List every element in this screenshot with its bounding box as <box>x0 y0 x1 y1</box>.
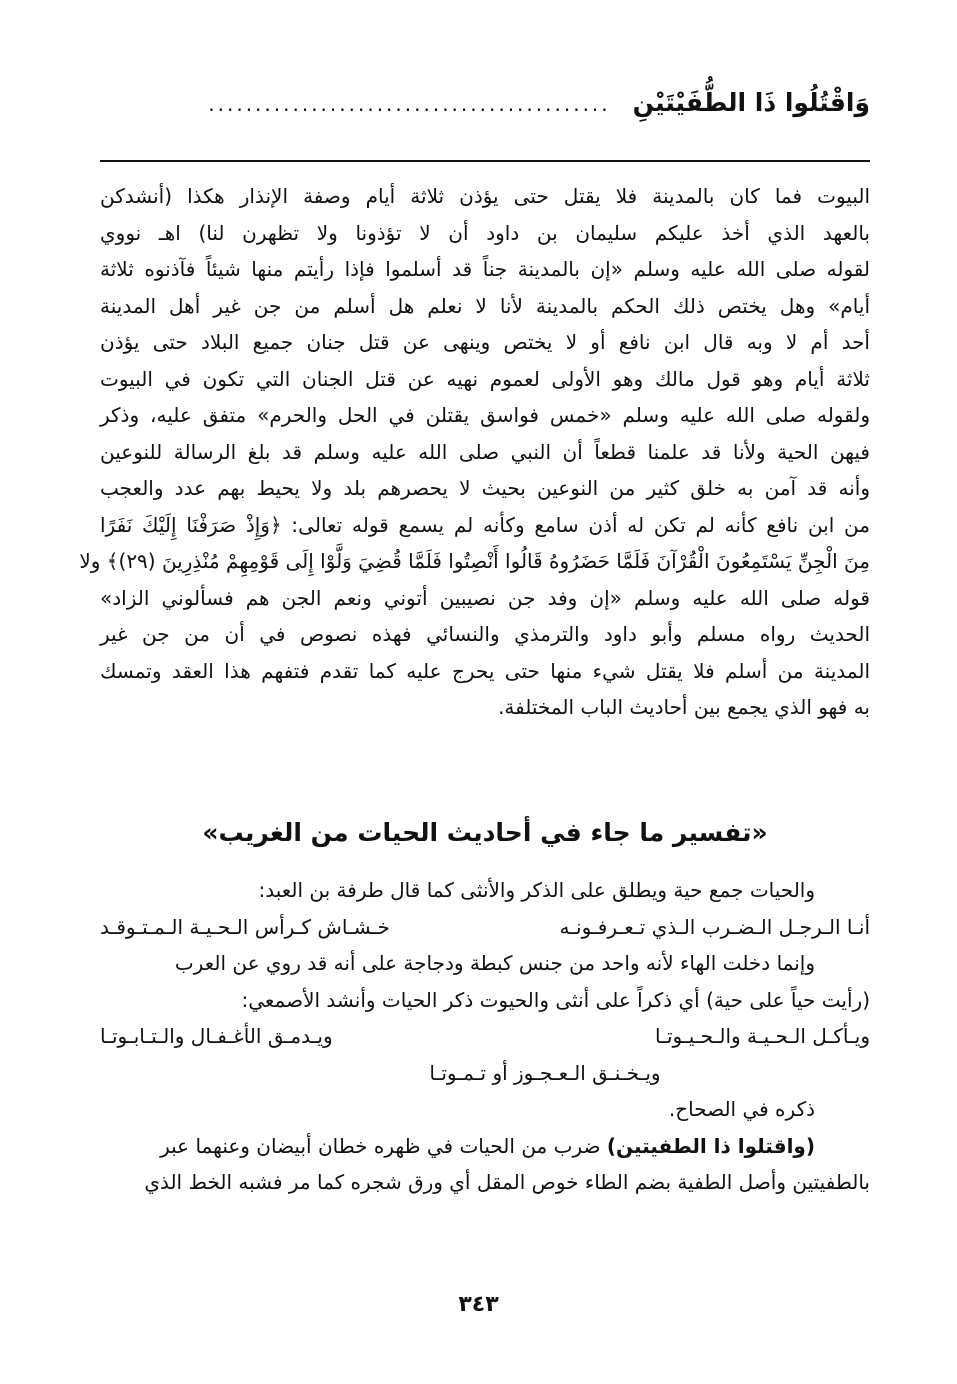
text-line: والحيات جمع حية ويطلق على الذكر والأنثى كما قال طرفة بن العبد: <box>258 878 815 902</box>
page-number: ٣٤٣ <box>458 1292 499 1317</box>
text-line <box>100 1128 870 1165</box>
text-line: الحديث رواه مسلم وأبو داود والترمذي والنسائي فهذه نصوص في أن من جن غير <box>100 622 870 646</box>
text-line: قوله صلى الله عليه وسلم «إن وفد جن نصيبين أتوني ونعم الجن هم فسألوني الزاد» <box>100 585 870 610</box>
text-line: أيام» وهل يختص ذلك الحكم بالمدينة لأنا لا نعلم هل أسلم من جن غير أهل المدينة <box>100 293 870 318</box>
running-header <box>100 88 870 117</box>
text-line: ولقوله صلى الله عليه وسلم «خمس فواسق يقتلن في الحل والحرم» متفق عليه، وذكر <box>100 403 870 427</box>
text-line: من ابن نافع كأنه لم تكن له أذن سامع وكأنه لم يسمع قوله تعالى: ﴿وَإِذْ صَرَفْنَا إِلَيْكَ نَفَرًا <box>100 512 870 537</box>
poetry-verse <box>100 1018 870 1055</box>
header-title: وَاقْتُلُوا ذَا الطُّفَيْتَيْنِ <box>632 88 870 117</box>
verse-first-hemistich: أنـا الـرجـل الـضـرب الـذي تـعـرفـونـه <box>559 914 870 939</box>
text-line: وأنه قد آمن به خلق كثير من النوعين بحيث لا يحصرهم بلد ولا يحيط بهم عدد والعجب <box>100 476 870 500</box>
text-line: بالطفيتين وأصل الطفية بضم الطاء خوص المقل أي ورق شجره كما مر فشبه الخط الذي <box>144 1170 870 1194</box>
text-line: (رأيت حياً على حية) أي ذكراً على أنثى والحيوت ذكر الحيات وأنشد الأصمعي: <box>241 987 870 1012</box>
header-dotted-leader: ........................................... <box>208 92 611 116</box>
header-rule <box>100 160 870 162</box>
section-heading: «تفسير ما جاء في أحاديث الحيات من الغريب» <box>202 818 768 847</box>
verse-second-hemistich: ويـدمـق الأغـفـال والـتـابـوتـا <box>100 1024 333 1048</box>
text-line: فيهن الحية ولأنا قد علمنا قطعاً أن النبي صلى الله عليه وسلم قد بلغ الرسالة للنوعين <box>100 439 870 464</box>
text-line: وإنما دخلت الهاء لأنه واحد من جنس كبطة ودجاجة على أنه قد روي عن العرب <box>174 951 815 975</box>
text-line: ثلاثة أيام وهو قول مالك وهو الأولى لعموم نهيه عن قتل الجنان التي تكون في البيوت <box>100 366 870 391</box>
main-text <box>79 178 870 726</box>
text-line: ذكره في الصحاح. <box>668 1097 815 1121</box>
text-line: لقوله صلى الله عليه وسلم «إن بالمدينة جناً قد أسلموا فإذا رأيتم منها شيئاً فآذنوه ثلاثة <box>100 257 870 281</box>
text-line: المدينة من أسلم فلا يقتل شيء منها حتى يحرج عليه كما تقدم فتفهم هذا العقد وتمسك <box>100 658 870 683</box>
text-line: البيوت فما كان بالمدينة فلا يقتل حتى يؤذن ثلاثة أيام وصفة الإنذار هكذا (أنشدكن <box>100 184 870 208</box>
term-explanation: ضرب من الحيات في ظهره خطان أبيضان وعنهما عبر <box>160 1133 607 1158</box>
text-line: بالعهد الذي أخذ عليكم سليمان بن داود أن لا تؤذونا ولا تظهرن لنا) اهـ نووي <box>100 220 870 245</box>
quran-verse-line: مِنَ الْجِنِّ يَسْتَمِعُونَ الْقُرْآنَ فَلَمَّا حَضَرُوهُ قَالُوا أَنْصِتُوا فَلَمَّا قُضِيَ وَلَّوْا إِلَى قَوْمِهِمْ مُنْذِرِينَ (٢٩)﴾ ولا <box>79 549 870 573</box>
poetry-verse-single: ويـخـنـق الـعـجـوز أو تـمـوتـا <box>429 1060 661 1085</box>
verse-first-hemistich: ويـأكـل الـحـيـة والـحـيـوتـا <box>655 1024 870 1048</box>
term-bold: (واقتلوا ذا الطفيتين) <box>606 1133 815 1158</box>
verse-second-hemistich: خـشـاش كـرأس الـحـيـة الـمـتـوقـد <box>100 914 390 939</box>
section-text <box>100 872 870 1201</box>
text-line: أحد أم لا وبه قال ابن نافع أو لا يختص وينهى عن قتل جنان جميع البلاد حتى يؤذن <box>100 330 870 354</box>
text-line: به فهو الذي يجمع بين أحاديث الباب المختلفة. <box>498 695 870 719</box>
poetry-verse <box>100 909 870 946</box>
